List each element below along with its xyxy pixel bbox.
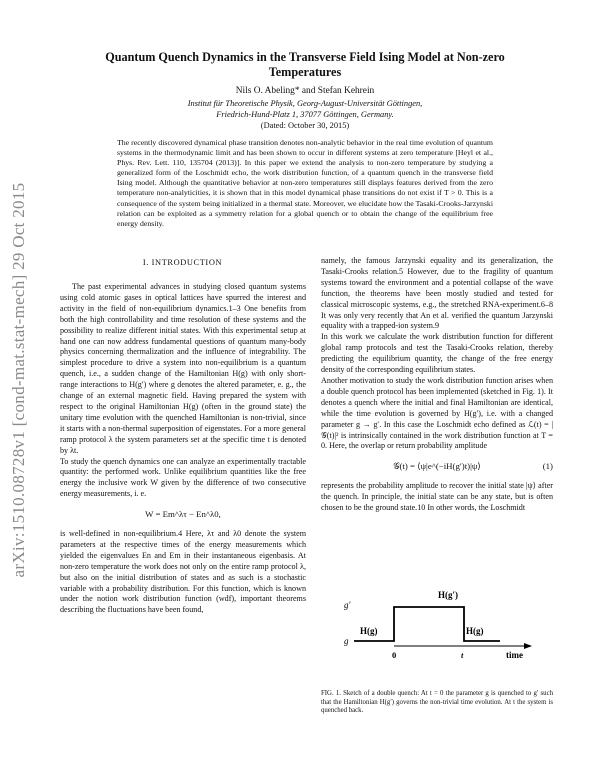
equation-loschmidt xyxy=(321,461,553,472)
paragraph: The past experimental advances in studying closed quantum systems using cold atomic gases in optical lattices have spurred the interest and activity in the field of non-equilibrium dynamics.1–3 One benefits from both the high controllability and time resolution of these systems and the possibility to realize different initial states. With this experimental setup at hand one can now address fundamental questions of quantum many-body physics concerning thermalization and the influence of integrability. The simplest procedure to drive a system into non-equilibrium is a quantum quench, i.e., a sudden change of the Hamiltonian H(g) with only short-range interactions to H(g′) where g denotes the altered parameter, e. g., the change of an external magnetic field. Having prepared the system with respect to the original Hamiltonian H(g) (often in the ground state) the unitary time evolution with the quenched Hamiltonian is non-trivial, since it starts with a non-thermal superposition of eigenstates. For a more general ramp protocol λ the system parameters set at the specific time t is denoted by λt. xyxy=(60,282,306,455)
label-h-g-right: H(g) xyxy=(466,626,484,636)
label-h-g-left: H(g) xyxy=(360,626,378,636)
section-heading: I. INTRODUCTION xyxy=(142,258,223,267)
arxiv-sidebar xyxy=(2,150,36,610)
figure-caption: FIG. 1. Sketch of a double quench: At t = 0 the parameter g is quenched to g′ such that the Hamiltonian H(g′) governs the non-trivial time evolution. At t the system is quenched back. xyxy=(321,690,553,715)
equation-number: (1) xyxy=(542,461,553,472)
paragraph: is well-defined in non-equilibrium.4 Here, λτ and λ0 denote the system parameters at the respective times of the energy measurements which yielded the eigenvalues En and Em in their instantaneous eigenbasis. At non-zero temperature the work does not only on the entire ramp protocol λ, but also on the initial distribution of states and as such is a stochastic variable with a probability distribution. For this function, which is known under the notion work distribution function (wdf), important theorems describing the fluctuations have been found, xyxy=(60,529,306,615)
label-zero: 0 xyxy=(392,650,397,660)
right-column xyxy=(321,256,553,514)
equation-work: W = Em^λτ − En^λ0, xyxy=(145,509,221,520)
paragraph: Another motivation to study the work distribution function arises when a double quench protocol has been implemented (sketched in Fig. 1). It denotes a quench where the initial and final Hamiltonian are identical, while the time evolution is governed by H(g′), i.e. with a changed parameter g → g′. In this case the Loschmidt echo defined as ℒ(t) = |𝒢(t)|² is intrinsically contained in the work distribution function at T = 0. Here, the overlap or return probability amplitude xyxy=(321,375,553,451)
equation-body: 𝒢(t) = ⟨ψ|e^(−iH(g′)t)|ψ⟩ xyxy=(393,461,481,472)
figure-double-quench xyxy=(330,586,552,686)
abstract: The recently discovered dynamical phase transition denotes non-analytic behavior in the real time evolution of quantum systems in the thermodynamic limit and has been shown to occur in different systems at zero temperature [Heyl et al., Phys. Rev. Lett. 110, 135704 (2013)]. In this paper we extend the analysis to non-zero temperature by studying a generalized form of the Loschmidt echo, the work distribution function, of a quantum quench in the transverse field Ising model. Although the quantitative behavior at non-zero temperatures still displays features derived from the zero temperature non-analyticities, it is shown that in this model dynamical phase transitions do not exist if T > 0. This is a consequence of the system being initialized in a thermal state. Moreover, we elucidate how the Tasaki-Crooks-Jarzynski relation can be exploited as a symmetry relation for a global quench or to obtain the change of the equilibrium free energy density. xyxy=(117,138,493,228)
label-g-prime: g′ xyxy=(344,600,351,610)
paragraph: In this work we calculate the work distribution function for different global ramp protocols and test the Tasaki-Crooks relation, thereby predicting the equilibrium quantity, the change of the free energy density of the corresponding equilibrium states. xyxy=(321,332,553,375)
affiliation xyxy=(80,98,530,120)
affiliation-line-2: Friedrich-Hund-Platz 1, 37077 Göttingen, Germany. xyxy=(216,110,394,119)
time-axis-arrow xyxy=(524,643,532,649)
label-h-g-prime: H(g′) xyxy=(438,590,459,600)
affiliation-line-1: Institut für Theoretische Physik, Georg-August-Universität Göttingen, xyxy=(187,99,423,108)
left-column xyxy=(60,282,306,616)
paper-title: Quantum Quench Dynamics in the Transverse Field Ising Model at Non-zero Temperatures xyxy=(105,50,505,79)
date-line: (Dated: October 30, 2015) xyxy=(260,121,350,130)
arxiv-identifier[interactable]: arXiv:1510.08728v1 [cond-mat.stat-mech] 29 Oct 2015 xyxy=(9,182,28,578)
label-g: g xyxy=(344,636,349,646)
paragraph: represents the probability amplitude to recover the initial state |ψ⟩ after the quench. In principle, the initial state can be any state, but is often chosen to be the ground state.10 In other words, the Loschmidt xyxy=(321,481,553,513)
label-t: t xyxy=(461,650,464,660)
label-time: time xyxy=(506,650,523,660)
paragraph: To study the quench dynamics one can analyze an experimentally tractable quantity: the performed work. Unlike equilibrium quantities like the free energy the inclusive work W given by the difference of two consecutive energy measurements, i. e. xyxy=(60,456,306,499)
paragraph: namely, the famous Jarzynski equality and its generalization, the Tasaki-Crooks relation.5 However, due to the fragility of quantum systems toward the environment and a potential collapse of the wave function, the theorems have been mostly studied and tested for classical microscopic systems, e.g., the stretched RNA-experiment.6–8 It was only very recently that An et al. verified the quantum Jarzynski equality with a trapped-ion system.9 xyxy=(321,256,553,331)
author-list: Nils O. Abeling* and Stefan Kehrein xyxy=(235,86,375,96)
